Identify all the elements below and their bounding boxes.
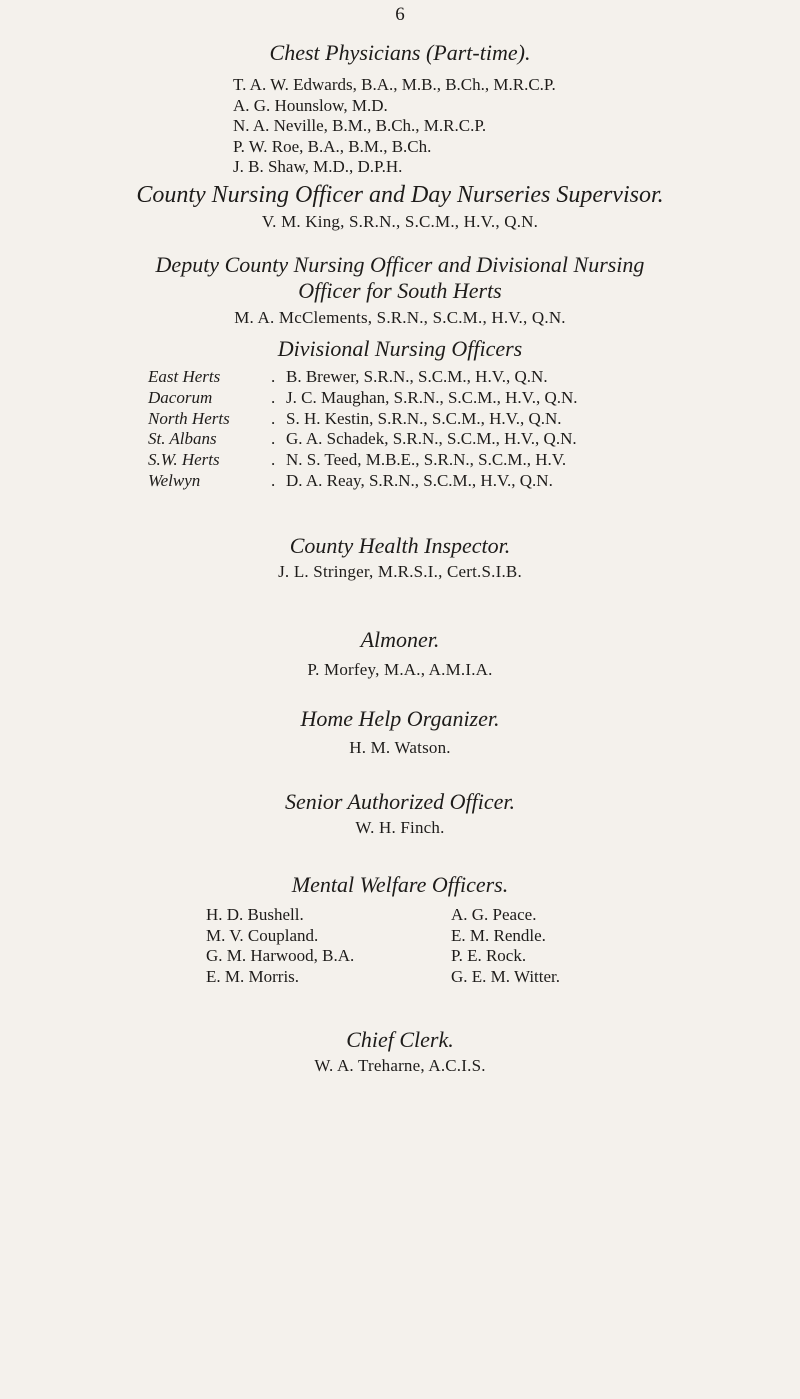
mental-welfare-heading: Mental Welfare Officers. (291, 872, 509, 897)
chief-clerk-member: W. A. Treharne, A.C.I.S. (314, 1056, 486, 1075)
list-item: E. M. Morris. (206, 966, 300, 986)
list-item: E. M. Rendle. (451, 925, 546, 945)
list-item: P. E. Rock. (451, 946, 527, 965)
health-inspector-member: J. L. Stringer, M.R.S.I., Cert.S.I.B. (278, 562, 522, 581)
deputy-nursing-member: M. A. McClements, S.R.N., S.C.M., H.V., Q.N. (234, 308, 566, 327)
county-nursing-member: V. M. King, S.R.N., S.C.M., H.V., Q.N. (261, 212, 539, 231)
area-label: St. Albans (148, 429, 217, 449)
area-label: East Herts (148, 367, 221, 386)
county-nursing-heading: County Nursing Officer and Day Nurseries Supervisor. (136, 182, 664, 208)
leader-dot: . (271, 450, 276, 470)
chief-clerk-heading: Chief Clerk. (346, 1027, 454, 1052)
deputy-nursing-heading-line1: Deputy County Nursing Officer and Divisional Nursing (155, 252, 645, 277)
list-item: T. A. W. Edwards, B.A., M.B., B.Ch., M.R.C.P. (233, 75, 556, 94)
officer-name: B. Brewer, S.R.N., S.C.M., H.V., Q.N. (286, 367, 548, 386)
chest-physicians-list (233, 75, 556, 178)
deputy-nursing-heading-line2: Officer for South Herts (298, 278, 502, 303)
mental-welfare-right-column (451, 905, 560, 987)
chest-physicians-heading: Chest Physicians (Part-time). (269, 40, 531, 65)
list-item: M. V. Coupland. (206, 925, 319, 945)
officer-name: J. C. Maughan, S.R.N., S.C.M., H.V., Q.N. (286, 387, 578, 407)
health-inspector-heading: County Health Inspector. (289, 533, 511, 558)
almoner-heading: Almoner. (360, 627, 440, 652)
home-help-member: H. M. Watson. (349, 738, 451, 757)
area-label: S.W. Herts (148, 450, 220, 470)
page-number: 6 (395, 4, 405, 25)
leader-dot: . (271, 429, 276, 449)
home-help-heading: Home Help Organizer. (300, 706, 500, 731)
area-label: Dacorum (148, 387, 213, 407)
list-item: J. B. Shaw, M.D., D.P.H. (233, 157, 403, 177)
list-item: P. W. Roe, B.A., B.M., B.Ch. (233, 136, 432, 156)
list-item: A. G. Hounslow, M.D. (233, 95, 388, 115)
mental-welfare-left-column (206, 905, 354, 987)
leader-dot: . (271, 367, 276, 386)
list-item: G. E. M. Witter. (451, 966, 561, 986)
list-item: N. A. Neville, B.M., B.Ch., M.R.C.P. (233, 116, 487, 136)
area-label: Welwyn (148, 470, 201, 490)
leader-dot: . (271, 387, 276, 407)
list-item: A. G. Peace. (451, 905, 537, 924)
area-label: North Herts (148, 408, 230, 428)
senior-officer-heading: Senior Authorized Officer. (285, 789, 515, 814)
officer-name: G. A. Schadek, S.R.N., S.C.M., H.V., Q.N. (286, 429, 577, 449)
officer-name: N. S. Teed, M.B.E., S.R.N., S.C.M., H.V. (286, 450, 567, 470)
officer-name: S. H. Kestin, S.R.N., S.C.M., H.V., Q.N. (286, 408, 562, 428)
senior-officer-member: W. H. Finch. (355, 818, 445, 837)
list-item: G. M. Harwood, B.A. (206, 946, 355, 965)
almoner-member: P. Morfey, M.A., A.M.I.A. (307, 660, 493, 679)
leader-dot: . (271, 408, 276, 428)
leader-dot: . (271, 470, 276, 490)
list-item: H. D. Bushell. (206, 905, 304, 924)
officer-name: D. A. Reay, S.R.N., S.C.M., H.V., Q.N. (286, 470, 553, 490)
divisional-heading: Divisional Nursing Officers (277, 336, 523, 361)
